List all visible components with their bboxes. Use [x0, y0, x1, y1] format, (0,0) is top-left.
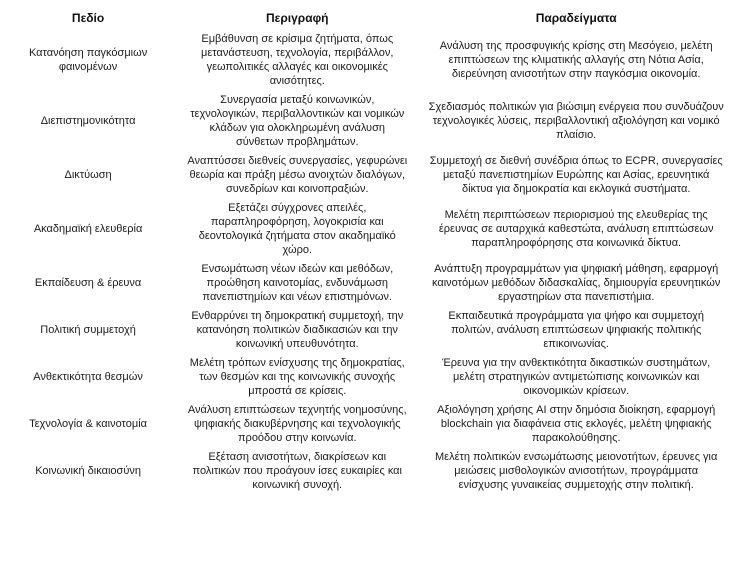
- description-cell: Ενσωμάτωση νέων ιδεών και μεθόδων, προώθηση καινοτομίας, ενδυνάμωση πανεπιστημίων και νέων επιστημόνων.: [201, 263, 394, 303]
- description-cell: Ανάλυση επιπτώσεων τεχνητής νοημοσύνης, ψηφιακής διακυβέρνησης και τεχνολογικής προόδου στην κοινωνία.: [187, 404, 407, 444]
- description-cell: Συνεργασία μεταξύ κοινωνικών, τεχνολογικών, περιβαλλοντικών και νομικών κλάδων για ολοκληρωμένη ανάλυση σύνθετων προβλημάτων.: [190, 94, 405, 148]
- table-row: [0, 403, 734, 445]
- examples-cell: Σχεδιασμός πολιτικών για βιώσιμη ενέργεια που συνδυάζουν τεχνολογικές λύσεις, περιβαλλοντική αξιολόγηση και νομικό πλαίσιο.: [428, 101, 724, 141]
- description-cell: Εμβάθυνση σε κρίσιμα ζητήματα, όπως μετανάστευση, τεχνολογία, περιβάλλον, γεωπολιτικές αλλαγές και οικονομικές ανισότητες.: [201, 33, 394, 87]
- table-row: [0, 356, 734, 398]
- field-cell: Πολιτική συμμετοχή: [40, 324, 136, 336]
- description-cell: Εξέταση ανισοτήτων, διακρίσεων και πολιτικών που προάγουν ίσες ευκαιρίες και κοινωνική συνοχή.: [192, 451, 402, 491]
- column-header-description: Περιγραφή: [266, 11, 329, 25]
- examples-cell: Μελέτη περιπτώσεων περιορισμού της ελευθερίας της έρευνας σε αυταρχικά καθεστώτα, ανάλυση επιπτώσεων παραπληροφόρησης στα κοινωνικά δίκτυα.: [438, 209, 714, 249]
- field-cell: Ανθεκτικότητα θεσμών: [33, 371, 143, 383]
- table-row: [0, 93, 734, 149]
- table-row: [0, 32, 734, 88]
- table-row: [0, 309, 734, 351]
- table-row: [0, 262, 734, 304]
- field-cell: Διεπιστημονικότητα: [40, 115, 136, 127]
- description-cell: Μελέτη τρόπων ενίσχυσης της δημοκρατίας, των θεσμών και της κοινωνικής συνοχής μπροστά σε κρίσεις.: [189, 357, 405, 397]
- examples-cell: Ανάπτυξη προγραμμάτων για ψηφιακή μάθηση, εφαρμογή καινοτόμων μεθόδων διδασκαλίας, δημιουργία ερευνητικών εργαστηρίων στα πανεπιστήμια.: [432, 263, 721, 303]
- field-cell: Ακαδημαϊκή ελευθερία: [33, 223, 143, 235]
- examples-cell: Ανάλυση της προσφυγικής κρίσης στη Μεσόγειο, μελέτη επιπτώσεων της κλιματικής αλλαγής στη Νότια Ασία, διερεύνηση ανισοτήτων στην παγκόσμια οικονομία.: [439, 40, 713, 80]
- examples-cell: Αξιολόγηση χρήσης AI στην δημόσια διοίκηση, εφαρμογή blockchain για διαφάνεια στις εκλογές, μελέτη ψηφιακής παρακολούθησης.: [437, 404, 716, 444]
- field-cell: Τεχνολογία & καινοτομία: [29, 418, 148, 430]
- column-header-field: Πεδίο: [71, 11, 105, 25]
- field-cell: Εκπαίδευση & έρευνα: [34, 277, 142, 289]
- fields-table: [0, 6, 734, 497]
- examples-cell: Μελέτη πολιτικών ενσωμάτωσης μειονοτήτων, έρευνες για μειώσεις μισθολογικών ανισοτήτων, προγράμματα ενίσχυσης γυναικείας συμμετοχής στην πολιτική.: [435, 451, 718, 491]
- description-cell: Εξετάζει σύγχρονες απειλές, παραπληροφόρηση, λογοκρισία και δεοντολογικά ζητήματα στον ακαδημαϊκό χώρο.: [198, 202, 396, 256]
- column-header-examples: Παραδείγματα: [535, 11, 617, 25]
- header-row: [0, 11, 734, 27]
- field-cell: Κοινωνική δικαιοσύνη: [35, 465, 141, 477]
- examples-cell: Έρευνα για την ανθεκτικότητα δικαστικών συστημάτων, μελέτη στρατηγικών αντιμετώπισης κοινωνικών και οικονομικών κρίσεων.: [442, 357, 711, 397]
- field-cell: Κατανόηση παγκόσμιων φαινομένων: [28, 47, 148, 73]
- examples-cell: Συμμετοχή σε διεθνή συνέδρια όπως το ECPR, συνεργασίες μεταξύ πανεπιστημίων Ευρώπης και Ασίας, ερευνητικά δίκτυα για δημοκρατία και εκλογικά συστήματα.: [429, 155, 723, 195]
- table-row: [0, 201, 734, 257]
- description-cell: Ενθαρρύνει τη δημοκρατική συμμετοχή, την κατανόηση πολιτικών διαδικασιών και την κοινωνική υπευθυνότητα.: [191, 310, 404, 350]
- table-body: [0, 32, 734, 492]
- description-cell: Αναπτύσσει διεθνείς συνεργασίες, γεφυρώνει θεωρία και πράξη μέσω ανοιχτών διαλόγων, συνεδρίων και κοινοπραξιών.: [187, 155, 408, 195]
- examples-cell: Εκπαιδευτικά προγράμματα για ψήφο και συμμετοχή πολιτών, ανάλυση επιπτώσεων ψηφιακής πολιτικής επικοινωνίας.: [448, 310, 704, 350]
- field-cell: Δικτύωση: [64, 169, 112, 181]
- table-row: [0, 450, 734, 492]
- table-row: [0, 154, 734, 196]
